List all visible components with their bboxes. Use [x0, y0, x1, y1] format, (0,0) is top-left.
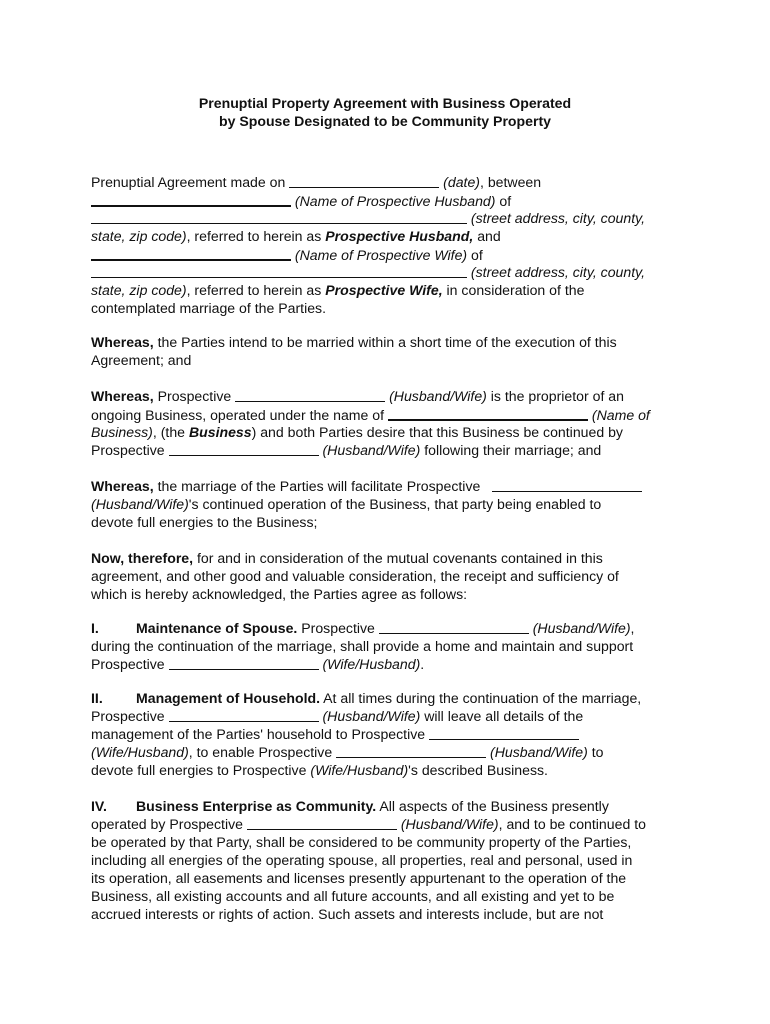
whereas-2-prospective-2: Prospective	[91, 442, 165, 458]
intro-and: and	[477, 228, 501, 244]
whereas-3-paragraph	[91, 477, 683, 531]
section-4-line: be operated by that Party, shall be considered to be community property of the Parties,	[91, 834, 632, 850]
prospective-husband-term: Prospective Husband,	[325, 228, 474, 244]
intro-referred: , referred to herein as	[186, 228, 322, 244]
address-hint: (street address, city, county,	[470, 210, 646, 226]
hw-hint-4: (Husband/Wife)	[532, 620, 631, 636]
section-2-to: to	[591, 744, 604, 760]
wife-name-hint: (Name of Prospective Wife)	[294, 247, 468, 263]
hw-blank-5[interactable]	[169, 707, 319, 722]
section-1-prospective: Prospective	[301, 620, 375, 636]
wh-blank[interactable]	[169, 655, 319, 670]
section-heading-4: Business Enterprise as Community.	[136, 798, 377, 814]
hw-hint-2: (Husband/Wife)	[322, 442, 421, 458]
section-1-period: .	[420, 656, 425, 672]
section-1	[91, 619, 683, 673]
whereas-2-prospective: Prospective	[157, 388, 232, 404]
hw-hint-5: (Husband/Wife)	[322, 708, 421, 724]
section-number-4: IV.	[91, 798, 107, 814]
section-heading-2: Management of Household.	[136, 690, 321, 706]
section-2-prospective: Prospective	[91, 708, 165, 724]
hw-blank[interactable]	[235, 387, 385, 402]
section-number-2: II.	[91, 690, 103, 706]
wh-hint-3: (Wife/Husband)	[310, 762, 409, 778]
section-4-line: accrued interests or rights of action. Such assets and interests include, but are not	[91, 906, 604, 922]
whereas-lead-2: Whereas,	[91, 388, 154, 404]
whereas-2-proprietor: is the proprietor of an	[490, 388, 624, 404]
address-hint-cont-2: state, zip code)	[91, 282, 187, 298]
title-line-2: by Spouse Designated to be Community Property	[218, 113, 552, 129]
section-2-text: At all times during the continuation of the marriage,	[323, 690, 642, 706]
wife-name-blank[interactable]	[91, 245, 291, 261]
hw-blank-6[interactable]	[336, 743, 486, 758]
intro-text: Prenuptial Agreement made on	[91, 174, 286, 190]
intro-paragraph	[91, 173, 683, 317]
hw-hint: (Husband/Wife)	[389, 388, 487, 404]
section-1-comma: ,	[630, 620, 635, 636]
section-4-line: Business, all existing accounts and all future accounts, and all existing and yet to be	[91, 888, 615, 904]
intro-of: of	[499, 193, 512, 209]
whereas-lead-3: Whereas,	[91, 478, 154, 494]
hw-hint-3: (Husband/Wife)	[91, 496, 189, 512]
date-blank[interactable]	[289, 173, 439, 188]
section-2-text-f: 's described Business.	[408, 762, 548, 778]
whereas-3-text-c: devote full energies to the Business;	[91, 514, 318, 530]
whereas-2-the: , (the	[152, 424, 186, 440]
whereas-3-text-b: 's continued operation of the Business, that party being enabled to	[188, 496, 602, 512]
section-2-text-c: management of the Parties' household to Prospective	[91, 726, 426, 742]
intro-of-2: of	[471, 247, 483, 263]
hw-hint-6: (Husband/Wife)	[490, 744, 588, 760]
business-name-hint: (Name of	[591, 407, 650, 423]
hw-blank-3[interactable]	[492, 477, 642, 492]
document-title	[0, 94, 770, 130]
date-hint: (date)	[443, 174, 480, 190]
whereas-lead: Whereas,	[91, 334, 154, 350]
hw-blank-7[interactable]	[247, 815, 397, 830]
section-heading: Maintenance of Spouse.	[136, 620, 298, 636]
whereas-2-ongoing: ongoing Business, operated under the name of	[91, 407, 385, 423]
whereas-1-text: the Parties intend to be married within a short time of the execution of this	[157, 334, 617, 350]
now-therefore-text-b: agreement, and other good and valuable consideration, the receipt and sufficiency of	[91, 568, 619, 584]
section-4-text-b: , and to be continued to	[498, 816, 646, 832]
title-line-1: Prenuptial Property Agreement with Business Operated	[198, 95, 572, 111]
whereas-3-text: the marriage of the Parties will facilitate Prospective	[157, 478, 481, 494]
hw-blank-4[interactable]	[379, 619, 529, 634]
document-body	[91, 173, 683, 941]
section-number: I.	[91, 620, 99, 636]
hw-hint-7: (Husband/Wife)	[400, 816, 499, 832]
whereas-2-following: following their marriage; and	[424, 442, 602, 458]
section-2-text-b: will leave all details of the	[424, 708, 584, 724]
section-4	[91, 797, 683, 923]
intro-consideration: in consideration of the	[446, 282, 585, 298]
wife-address-blank[interactable]	[91, 263, 467, 278]
prospective-wife-term: Prospective Wife,	[325, 282, 443, 298]
section-2-text-d: , to enable Prospective	[188, 744, 333, 760]
business-term: Business	[188, 424, 252, 440]
address-hint-cont: state, zip code)	[91, 228, 187, 244]
section-2	[91, 689, 683, 779]
section-4-text: All aspects of the Business presently	[379, 798, 609, 814]
now-therefore-text: for and in consideration of the mutual covenants contained in this	[196, 550, 603, 566]
section-2-text-e: devote full energies to Prospective	[91, 762, 307, 778]
whereas-1-text-cont: Agreement; and	[91, 352, 192, 368]
whereas-2-paragraph	[91, 387, 683, 459]
intro-referred-2: , referred to herein as	[186, 282, 322, 298]
business-name-blank[interactable]	[388, 405, 588, 421]
now-therefore-lead: Now, therefore,	[91, 550, 194, 566]
now-therefore-text-c: which is hereby acknowledged, the Parties agree as follows:	[91, 586, 468, 602]
wh-blank-2[interactable]	[429, 725, 579, 740]
address-hint-2: (street address, city, county,	[470, 264, 646, 280]
whereas-2-desire: ) and both Parties desire that this Business be continued by	[251, 424, 623, 440]
section-4-operated: operated by Prospective	[91, 816, 243, 832]
section-1-text: during the continuation of the marriage, shall provide a home and maintain and support	[91, 638, 634, 654]
wh-hint: (Wife/Husband)	[322, 656, 421, 672]
wh-hint-2: (Wife/Husband)	[91, 744, 189, 760]
intro-contemplated: contemplated marriage of the Parties.	[91, 300, 327, 316]
husband-address-blank[interactable]	[91, 209, 467, 224]
whereas-1-paragraph	[91, 333, 683, 369]
section-1-prospective-2: Prospective	[91, 656, 165, 672]
section-4-line: including all energies of the operating spouse, all properties, real and personal, used in	[91, 852, 633, 868]
husband-name-blank[interactable]	[91, 191, 291, 207]
business-hint: Business)	[91, 424, 153, 440]
intro-between: , between	[479, 174, 542, 190]
section-4-line: its operation, all easements and licenses presently appurtenant to the operation of the	[91, 870, 627, 886]
husband-name-hint: (Name of Prospective Husband)	[294, 193, 496, 209]
now-therefore-paragraph	[91, 549, 683, 603]
hw-blank-2[interactable]	[169, 441, 319, 456]
